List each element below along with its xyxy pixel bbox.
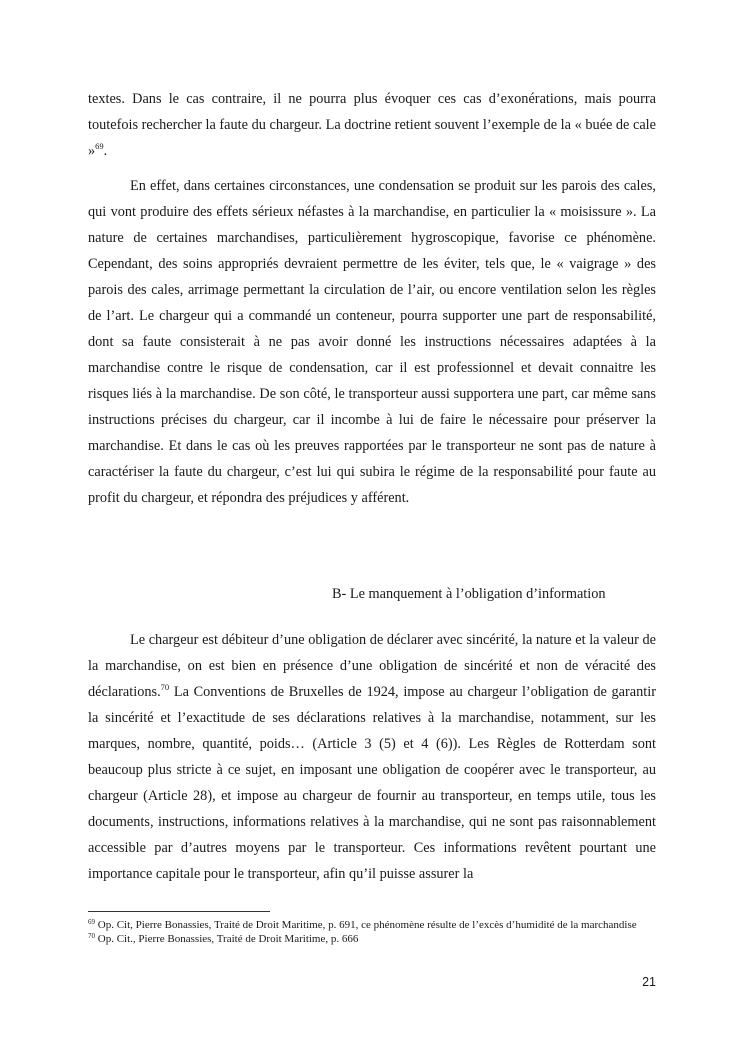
paragraph-1-text: textes. Dans le cas contraire, il ne pourra plus évoquer ces cas d’exonérations, mais pourra toutefois rechercher la faute du chargeur. La doctrine retient souvent l’exemple de la « buée de cale » [88,91,656,159]
paragraph-2: En effet, dans certaines circonstances, une condensation se produit sur les parois des cales, qui vont produire des effets sérieux néfastes à la marchandise, en particulier la « moisissure ». La nature de certaines marchandises, particulièrement hygroscopique, favorise ce phénomène. Cependant, des soins appropriés devraient permettre de les éviter, tels que, le « vaigrage » des parois des cales, arrimage permettant la circulation de l’air, ou encore ventilation selon les règles de l’art. Le chargeur qui a commandé un conteneur, pourra supporter une part de responsabilité, dont sa faute consisterait à ne pas avoir donné les instructions nécessaires adaptées à la marchandise contre le risque de condensation, car il est professionnel et devait connaitre les risques liés à la marchandise. De son côté, le transporteur aussi supportera une part, car même sans instructions précises du chargeur, car il incombe à lui de faire le nécessaire pour préserver la marchandise. Et dans le cas où les preuves rapportées par le transporteur ne sont pas de nature à caractériser la faute du chargeur, c’est lui qui subira le régime de la responsabilité pour faute au profit du chargeur, et répondra des préjudices y afférent. [88,178,656,506]
paragraph-3 [88,627,656,887]
footnote-text: Op. Cit, Pierre Bonassies, Traité de Droit Maritime, p. 691, ce phénomène résulte de l’excès d’humidité de la marchandise [95,919,637,931]
footnote-ref-69[interactable]: 69 [95,141,104,151]
footnote-69 [88,918,656,932]
paragraph-1 [88,86,656,164]
footnote-70 [88,932,656,946]
footnote-text: Op. Cit., Pierre Bonassies, Traité de Droit Maritime, p. 666 [95,933,359,945]
paragraph-1-text-end: . [103,143,108,159]
paragraph-3-text: Le chargeur est débiteur d’une obligation de déclarer avec sincérité, la nature et la valeur de la marchandise, on est bien en présence d’une obligation de sincérité et non de véracité des déclarations. [88,632,656,700]
footnote-ref-70[interactable]: 70 [160,682,170,692]
footnote-separator [88,911,270,912]
paragraph-3-text-end: La Conventions de Bruxelles de 1924, impose au chargeur l’obligation de garantir la sincérité et l’exactitude de ses déclarations relatives à la marchandise, notamment, sur les marques, nombre, quantité, poids… (Article 3 (5) et 4 (6)). Les Règles de Rotterdam sont beaucoup plus stricte à ce sujet, en imposant une obligation de coopérer avec le transporteur, au chargeur (Article 28), et impose au chargeur de fournir au transporteur, en temps utile, tous les documents, instructions, informations relatives à la marchandise, qui ne sont pas raisonnablement accessible par d’autres moyens par le transporteur. Ces informations revêtent pourtant une importance capitale pour le transporteur, afin qu’il puisse assurer la [88,684,656,882]
section-heading: B- Le manquement à l’obligation d’information [332,586,606,602]
footnote-number: 70 [88,932,95,940]
footnotes [88,918,656,946]
footnote-number: 69 [88,918,95,926]
page-number: 21 [642,975,656,989]
